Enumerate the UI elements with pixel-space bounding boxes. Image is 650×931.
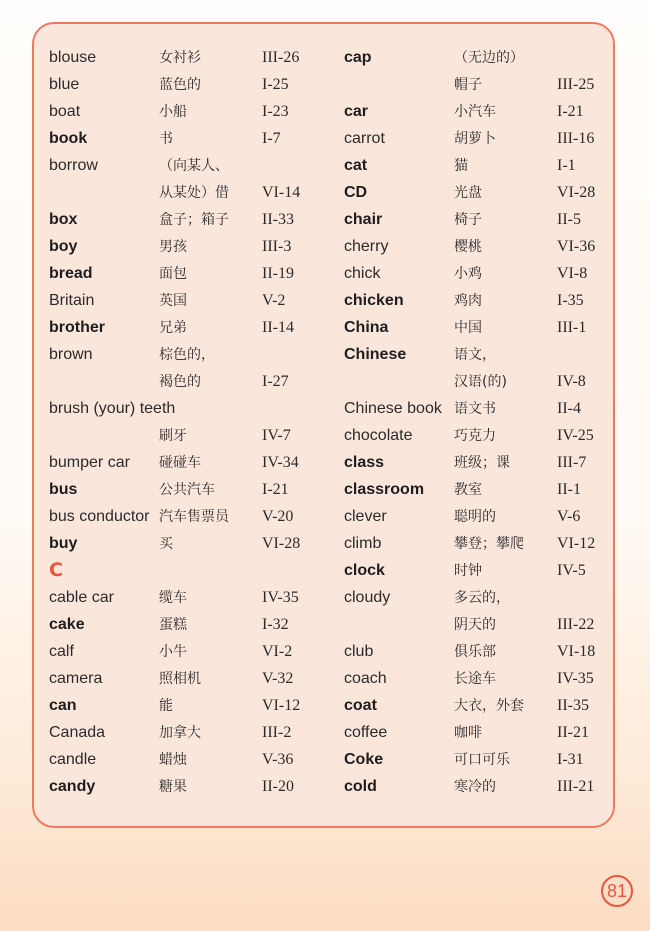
entry-meaning: （无边的） [454, 50, 524, 66]
entry-meaning: 攀登；攀爬 [454, 536, 524, 552]
entry-unit-reference: II-14 [262, 319, 294, 336]
entry-unit-reference: IV-7 [262, 427, 291, 444]
entry-meaning: 女衬衫 [159, 50, 201, 66]
glossary-entry [49, 152, 309, 179]
glossary-entry [49, 746, 309, 773]
glossary-entry [344, 557, 604, 584]
entry-word: brother [49, 319, 105, 336]
glossary-entry [49, 476, 309, 503]
entry-meaning: 光盘 [454, 185, 482, 201]
glossary-entry [49, 638, 309, 665]
entry-unit-reference: IV-35 [557, 670, 594, 687]
glossary-entry [344, 530, 604, 557]
entry-unit-reference: III-1 [557, 319, 587, 336]
glossary-entry [49, 341, 309, 368]
glossary-entry [344, 206, 604, 233]
entry-unit-reference: III-22 [557, 616, 595, 633]
entry-unit-reference: V-2 [262, 292, 286, 309]
entry-word: bus [49, 481, 78, 498]
entry-unit-reference: VI-36 [557, 238, 596, 255]
entry-word: club [344, 643, 374, 660]
glossary-entry [344, 233, 604, 260]
glossary-entry [344, 314, 604, 341]
entry-word: chick [344, 265, 381, 282]
entry-unit-reference: VI-2 [262, 643, 293, 660]
entry-word: China [344, 319, 389, 336]
entry-meaning: 长途车 [454, 671, 496, 687]
entry-word: Chinese [344, 346, 407, 363]
entry-word: Coke [344, 751, 384, 768]
entry-meaning: 照相机 [159, 671, 201, 687]
entry-meaning: 鸡肉 [454, 293, 482, 309]
entry-meaning: 可口可乐 [454, 752, 510, 768]
entry-meaning: 中国 [454, 320, 482, 336]
glossary-entry [49, 260, 309, 287]
glossary-entry [344, 98, 604, 125]
entry-word: box [49, 211, 78, 228]
entry-meaning: 帽子 [454, 77, 482, 93]
glossary-entry [344, 368, 604, 395]
glossary-entry [344, 719, 604, 746]
entry-unit-reference: VI-28 [262, 535, 301, 552]
entry-unit-reference: III-3 [262, 238, 292, 255]
entry-meaning: 椅子 [454, 212, 482, 228]
glossary-entry [49, 692, 309, 719]
entry-word: coffee [344, 724, 388, 741]
entry-unit-reference: I-32 [262, 616, 289, 633]
entry-unit-reference: IV-35 [262, 589, 299, 606]
glossary-column-left [49, 44, 309, 800]
entry-unit-reference: I-27 [262, 373, 289, 390]
entry-unit-reference: III-2 [262, 724, 292, 741]
entry-meaning: 刷牙 [159, 428, 187, 444]
entry-word: calf [49, 643, 74, 660]
entry-unit-reference: III-16 [557, 130, 595, 147]
entry-unit-reference: VI-8 [557, 265, 588, 282]
entry-word: bus conductor [49, 508, 150, 525]
glossary-entry [344, 395, 604, 422]
glossary-entry [49, 665, 309, 692]
entry-word: candy [49, 778, 96, 795]
entry-meaning: 棕色的， [159, 347, 215, 363]
glossary-entry [49, 584, 309, 611]
entry-unit-reference: VI-18 [557, 643, 596, 660]
glossary-entry [49, 71, 309, 98]
entry-meaning: 英国 [159, 293, 187, 309]
entry-unit-reference: II-19 [262, 265, 294, 282]
entry-meaning: 语文， [454, 347, 496, 363]
entry-unit-reference: IV-34 [262, 454, 299, 471]
entry-unit-reference: V-32 [262, 670, 294, 687]
entry-word: classroom [344, 481, 425, 498]
entry-unit-reference: I-1 [557, 157, 576, 174]
entry-word: bread [49, 265, 93, 282]
entry-word: brush (your) teeth [49, 400, 176, 417]
entry-meaning: 书 [159, 131, 173, 147]
entry-unit-reference: II-33 [262, 211, 294, 228]
entry-meaning: 俱乐部 [454, 644, 496, 660]
entry-meaning: 寒冷的 [454, 779, 496, 795]
entry-meaning: 能 [159, 698, 173, 714]
glossary-entry [49, 530, 309, 557]
entry-meaning: 缆车 [159, 590, 187, 606]
glossary-entry [49, 773, 309, 800]
entry-word: can [49, 697, 77, 714]
entry-word: book [49, 130, 88, 147]
entry-unit-reference: I-21 [557, 103, 584, 120]
entry-unit-reference: II-21 [557, 724, 589, 741]
glossary-entry [49, 179, 309, 206]
glossary-entry [49, 233, 309, 260]
entry-word: Canada [49, 724, 106, 741]
glossary-entry [344, 179, 604, 206]
entry-meaning: （向某人、 [159, 158, 229, 174]
entry-meaning: 小牛 [159, 644, 187, 660]
entry-meaning: 小鸡 [454, 266, 482, 282]
entry-meaning: 蛋糕 [159, 617, 187, 633]
entry-meaning: 教室 [454, 482, 482, 498]
entry-word: chicken [344, 292, 404, 309]
entry-unit-reference: VI-12 [262, 697, 301, 714]
entry-meaning: 糖果 [159, 779, 187, 795]
entry-word: chair [344, 211, 383, 228]
entry-word: blouse [49, 49, 97, 66]
glossary-entry [344, 503, 604, 530]
entry-word: buy [49, 535, 78, 552]
entry-meaning: 时钟 [454, 563, 482, 579]
entry-unit-reference: II-4 [557, 400, 581, 417]
entry-word: CD [344, 184, 368, 201]
entry-meaning: 阴天的 [454, 617, 496, 633]
entry-meaning: 语文书 [454, 401, 496, 417]
glossary-entry [49, 98, 309, 125]
glossary-entry [49, 44, 309, 71]
glossary-entry [344, 287, 604, 314]
glossary-entry [344, 422, 604, 449]
entry-unit-reference: I-25 [262, 76, 289, 93]
entry-unit-reference: II-1 [557, 481, 581, 498]
entry-meaning: 大衣，外套 [454, 698, 524, 714]
entry-word: Chinese book [344, 400, 442, 417]
entry-unit-reference: III-26 [262, 49, 300, 66]
glossary-entry [49, 125, 309, 152]
glossary-entry [344, 638, 604, 665]
glossary-entry [344, 476, 604, 503]
glossary-entry [344, 152, 604, 179]
glossary-entry [344, 44, 604, 71]
entry-word: bumper car [49, 454, 130, 471]
entry-word: cake [49, 616, 85, 633]
section-heading-row [49, 557, 309, 584]
entry-word: car [344, 103, 369, 120]
entry-meaning: 从某处）借 [159, 185, 229, 201]
entry-meaning: 多云的， [454, 590, 510, 606]
entry-word: brown [49, 346, 93, 363]
entry-meaning: 兄弟 [159, 320, 187, 336]
entry-meaning: 蜡烛 [159, 752, 187, 768]
entry-word: Britain [49, 292, 95, 309]
entry-word: cold [344, 778, 377, 795]
entry-meaning: 蓝色的 [159, 77, 201, 93]
glossary-entry [344, 773, 604, 800]
entry-meaning: 公共汽车 [159, 482, 215, 498]
entry-unit-reference: I-31 [557, 751, 584, 768]
glossary-entry [49, 314, 309, 341]
glossary-entry [344, 341, 604, 368]
entry-meaning: 巧克力 [454, 428, 496, 444]
entry-unit-reference: II-20 [262, 778, 294, 795]
entry-word: cloudy [344, 589, 391, 606]
entry-word: candle [49, 751, 97, 768]
entry-meaning: 男孩 [159, 239, 187, 255]
entry-word: carrot [344, 130, 385, 147]
entry-word: clock [344, 562, 385, 579]
glossary-entry [344, 584, 604, 611]
entry-unit-reference: III-25 [557, 76, 595, 93]
entry-word: clever [344, 508, 387, 525]
glossary-entry [49, 719, 309, 746]
entry-word: chocolate [344, 427, 413, 444]
entry-word: cap [344, 49, 372, 66]
entry-word: borrow [49, 157, 98, 174]
entry-meaning: 盒子；箱子 [159, 212, 229, 228]
entry-unit-reference: I-23 [262, 103, 289, 120]
glossary-entry [344, 692, 604, 719]
entry-meaning: 樱桃 [454, 239, 482, 255]
section-letter: C [49, 559, 63, 581]
entry-meaning: 聪明的 [454, 509, 496, 525]
entry-word: camera [49, 670, 103, 687]
entry-word: boy [49, 238, 78, 255]
entry-word: coach [344, 670, 387, 687]
entry-word: blue [49, 76, 80, 93]
entry-meaning: 咖啡 [454, 725, 482, 741]
entry-word: cherry [344, 238, 389, 255]
entry-unit-reference: IV-25 [557, 427, 594, 444]
entry-unit-reference: I-21 [262, 481, 289, 498]
entry-unit-reference: II-5 [557, 211, 581, 228]
entry-unit-reference: III-21 [557, 778, 595, 795]
entry-meaning: 买 [159, 536, 173, 552]
entry-meaning: 加拿大 [159, 725, 201, 741]
entry-unit-reference: VI-28 [557, 184, 596, 201]
entry-word: boat [49, 103, 81, 120]
glossary-entry [49, 395, 309, 422]
page-number: 81 [601, 875, 633, 907]
entry-unit-reference: V-6 [557, 508, 581, 525]
entry-unit-reference: IV-8 [557, 373, 586, 390]
entry-unit-reference: II-35 [557, 697, 589, 714]
glossary-entry [344, 746, 604, 773]
entry-unit-reference: V-20 [262, 508, 294, 525]
glossary-entry [49, 503, 309, 530]
entry-word: coat [344, 697, 377, 714]
entry-meaning: 小船 [159, 104, 187, 120]
glossary-entry [49, 287, 309, 314]
glossary-entry [344, 611, 604, 638]
glossary-entry [344, 71, 604, 98]
entry-word: class [344, 454, 385, 471]
entry-word: cable car [49, 589, 114, 606]
entry-unit-reference: IV-5 [557, 562, 586, 579]
entry-meaning: 褐色的 [159, 374, 201, 390]
entry-unit-reference: VI-14 [262, 184, 301, 201]
entry-meaning: 碰碰车 [159, 455, 201, 471]
entry-meaning: 汉语(的) [454, 374, 507, 390]
glossary-entry [344, 665, 604, 692]
glossary-entry [49, 368, 309, 395]
entry-meaning: 猫 [454, 158, 468, 174]
glossary-entry [344, 125, 604, 152]
glossary-entry [49, 449, 309, 476]
entry-meaning: 小汽车 [454, 104, 496, 120]
glossary-entry [49, 422, 309, 449]
entry-meaning: 汽车售票员 [159, 509, 229, 525]
glossary-entry [49, 206, 309, 233]
entry-meaning: 班级；课 [454, 455, 510, 471]
entry-word: cat [344, 157, 368, 174]
entry-unit-reference: V-36 [262, 751, 294, 768]
glossary-entry [344, 260, 604, 287]
entry-meaning: 面包 [159, 266, 187, 282]
entry-meaning: 胡萝卜 [454, 131, 496, 147]
entry-word: climb [344, 535, 382, 552]
entry-unit-reference: I-35 [557, 292, 584, 309]
glossary-column-right [344, 44, 604, 800]
entry-unit-reference: I-7 [262, 130, 281, 147]
glossary-entry [344, 449, 604, 476]
entry-unit-reference: VI-12 [557, 535, 596, 552]
glossary-entry [49, 611, 309, 638]
entry-unit-reference: III-7 [557, 454, 587, 471]
